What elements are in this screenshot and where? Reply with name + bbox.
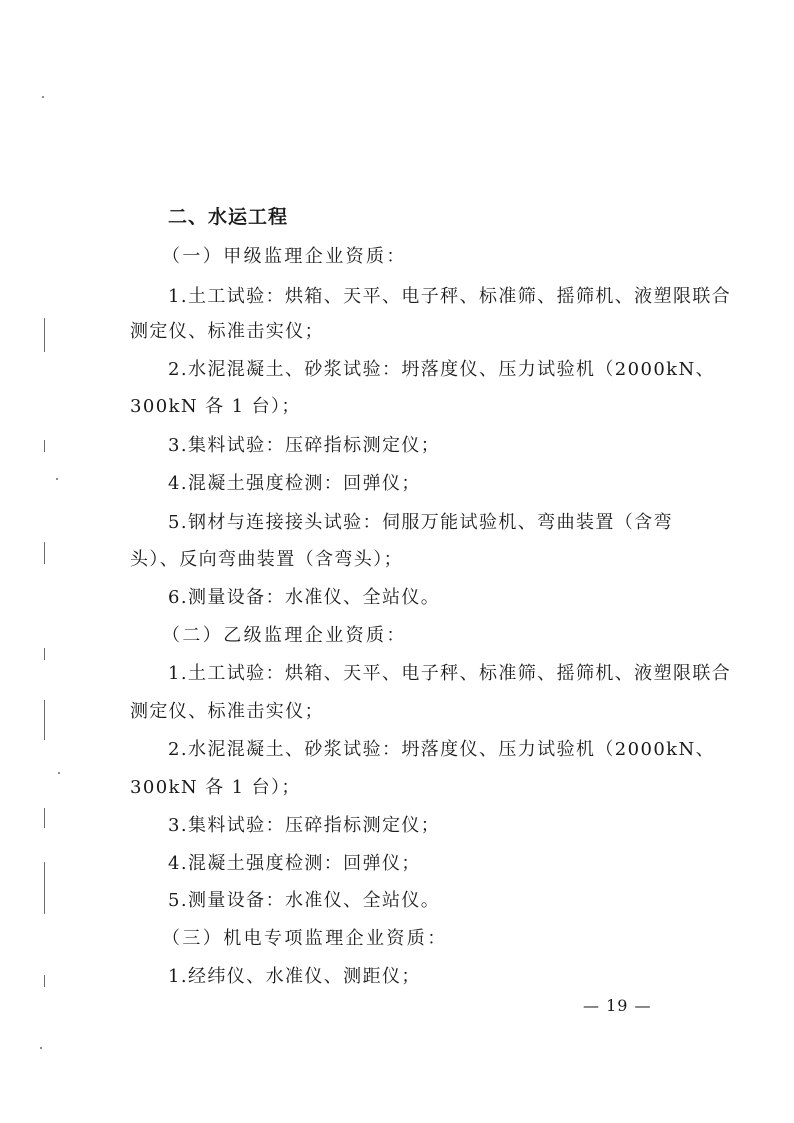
grade-b-item-2-line-1: 2.水泥混凝土、砂浆试验：坍落度仪、压力试验机（2000kN、 — [168, 739, 716, 760]
grade-a-item-1-line-1: 1.土工试验：烘箱、天平、电子秤、标准筛、摇筛机、液塑限联合 — [168, 286, 732, 307]
scan-edge-mark — [44, 542, 45, 564]
grade-a-item-5-line-2: 头）、反向弯曲装置（含弯头）； — [130, 549, 403, 570]
grade-a-item-2-line-2: 300kN 各 1 台）； — [130, 396, 301, 417]
scan-edge-mark — [44, 648, 45, 660]
grade-a-item-2-line-1: 2.水泥混凝土、砂浆试验：坍落度仪、压力试验机（2000kN、 — [168, 359, 716, 380]
mechanical-item-1: 1.经纬仪、水准仪、测距仪； — [168, 966, 421, 987]
grade-a-item-3: 3.集料试验：压碎指标测定仪； — [168, 435, 441, 456]
scan-speck — [56, 478, 58, 480]
scan-edge-mark — [44, 808, 45, 828]
scan-edge-mark — [44, 862, 45, 914]
section-title: 二、水运工程 — [168, 206, 289, 228]
grade-b-heading: （二）乙级监理企业资质： — [162, 625, 407, 646]
scan-speck — [40, 1047, 42, 1049]
scan-edge-mark — [44, 440, 45, 452]
scan-edge-mark — [44, 975, 45, 987]
grade-b-item-4: 4.混凝土强度检测：回弹仪； — [168, 853, 421, 874]
grade-b-item-1-line-1: 1.土工试验：烘箱、天平、电子秤、标准筛、摇筛机、液塑限联合 — [168, 663, 732, 684]
grade-b-item-3: 3.集料试验：压碎指标测定仪； — [168, 815, 441, 836]
grade-a-heading: （一）甲级监理企业资质： — [162, 246, 407, 267]
grade-a-item-4: 4.混凝土强度检测：回弹仪； — [168, 473, 421, 494]
page-number: — 19 — — [583, 996, 652, 1015]
grade-a-item-6: 6.测量设备：水准仪、全站仪。 — [168, 587, 441, 608]
mechanical-heading: （三）机电专项监理企业资质： — [162, 928, 448, 949]
grade-a-item-1-line-2: 测定仪、标准击实仪； — [130, 321, 324, 342]
scan-edge-mark — [44, 318, 45, 352]
grade-b-item-1-line-2: 测定仪、标准击实仪； — [130, 701, 324, 722]
scan-speck — [58, 772, 60, 774]
scan-speck — [42, 96, 44, 98]
scan-edge-mark — [44, 700, 45, 740]
grade-b-item-2-line-2: 300kN 各 1 台）； — [130, 777, 301, 798]
grade-a-item-5-line-1: 5.钢材与连接接头试验：伺服万能试验机、弯曲装置（含弯 — [168, 512, 673, 533]
grade-b-item-5: 5.测量设备：水准仪、全站仪。 — [168, 890, 441, 911]
